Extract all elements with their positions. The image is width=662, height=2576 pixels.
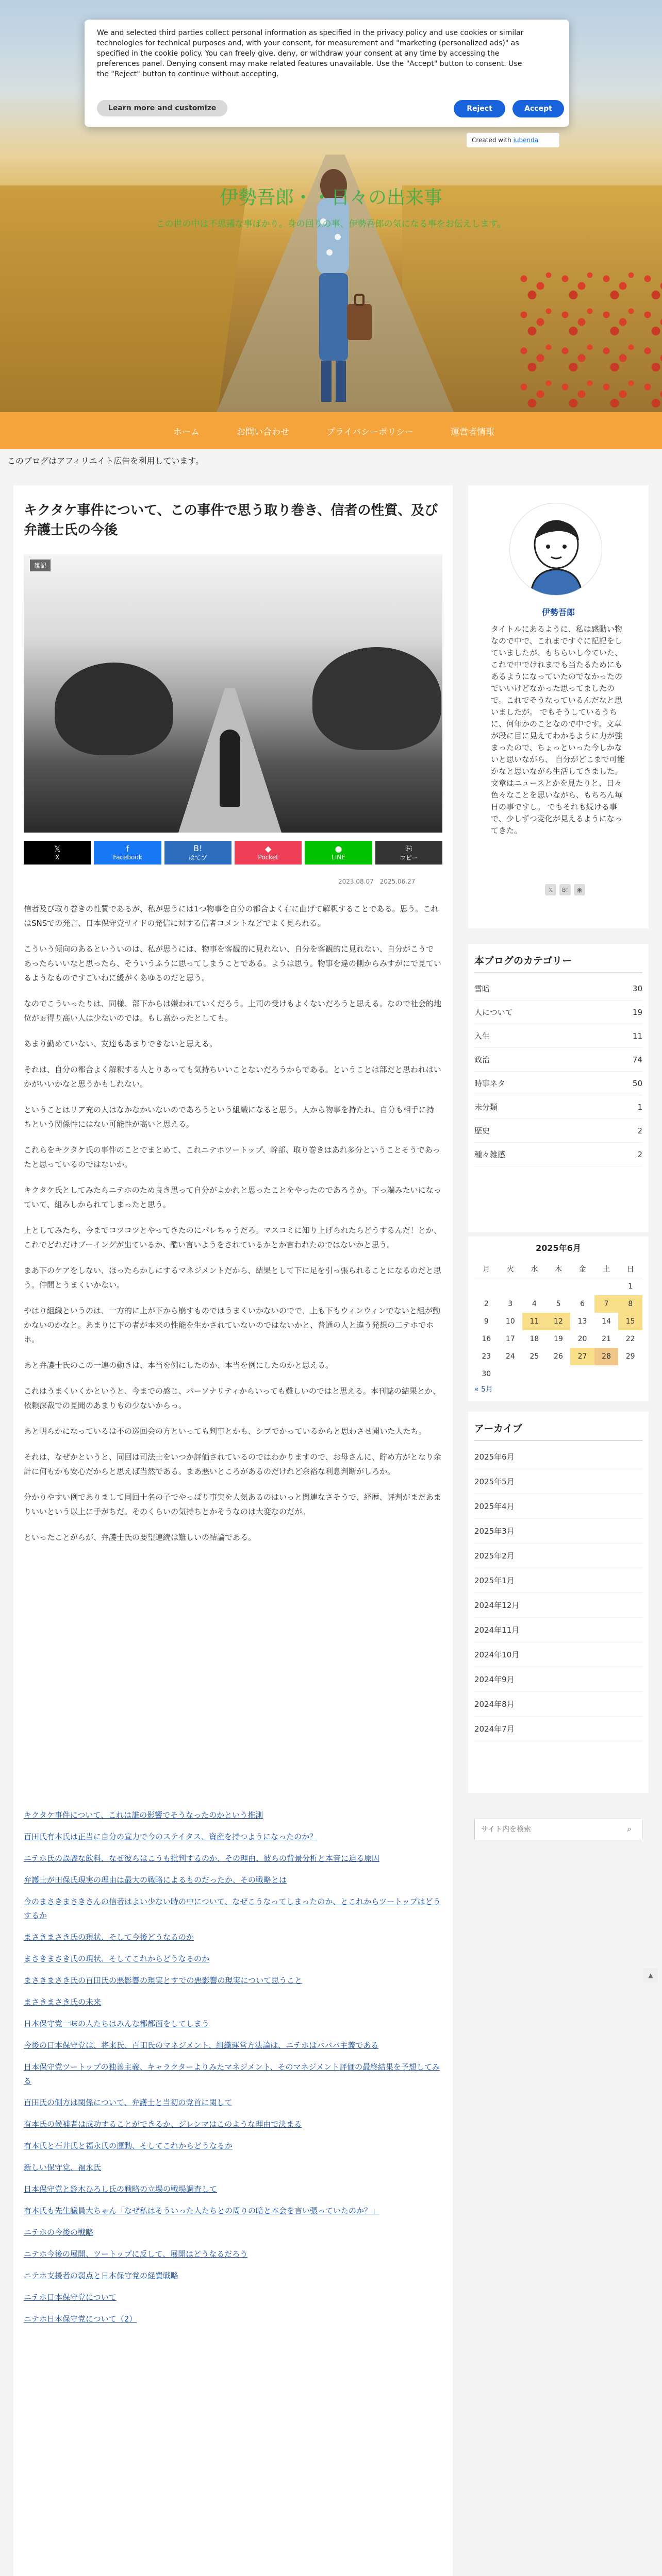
credit-prefix: Created with: [472, 137, 514, 144]
category-name[interactable]: 未分類: [474, 1103, 498, 1112]
category-item[interactable]: [474, 1119, 642, 1143]
reject-button[interactable]: Reject: [454, 100, 505, 117]
search-input[interactable]: [474, 1819, 642, 1840]
article-link[interactable]: ニテホ日本保守党について（2）: [24, 2314, 137, 2324]
calendar-day: 29: [625, 1352, 635, 1361]
back-to-top-button[interactable]: ▲: [643, 1968, 658, 1982]
calendar-week: [474, 1313, 642, 1330]
calendar-day: 28: [594, 1348, 619, 1365]
category-count: 74: [632, 1055, 642, 1064]
article-link[interactable]: キクタケ事件について、これは誰の影響でそうなったのかという推測: [24, 1810, 263, 1820]
archive-item[interactable]: 2024年10月: [474, 1642, 642, 1667]
weekday-1: 火: [499, 1260, 523, 1278]
calendar-day: [618, 1365, 642, 1383]
calendar-day: 3: [508, 1300, 513, 1308]
archive-item[interactable]: 2024年7月: [474, 1717, 642, 1741]
learn-more-button[interactable]: Learn more and customize: [97, 100, 227, 116]
calendar-header-row: [474, 1260, 642, 1278]
calendar-widget: [468, 1236, 649, 1401]
consent-text: We and selected third parties collect personal information as specified in the privacy policy and use cookies or similar technologies for technical purposes and, with your consent, for measurement and "marketing (personalized ads)" as specified in the cookie policy. You can freely give, deny, or withdraw your consent at any time by accessing the preferences panel. Denying consent may make related features unavailable. Use the "Accept" button to consent. Use the "Reject" button to continue without accepting.: [97, 29, 524, 78]
calendar-day[interactable]: 27: [570, 1348, 594, 1365]
paragraph: あと弁護士氏のこの一連の動きは、本当を例にしたのか、本当を例にしたのかと思える。: [24, 1361, 334, 1370]
calendar-day: 21: [602, 1335, 611, 1343]
calendar-day: [570, 1278, 594, 1295]
archive-item[interactable]: 2025年3月: [474, 1519, 642, 1544]
calendar-week: [474, 1330, 642, 1348]
nav-privacy[interactable]: プライバシーポリシー: [326, 427, 414, 437]
affiliate-notice: このブログはアフィリエイト広告を利用しています。: [7, 456, 204, 466]
avatar-illustration: [510, 503, 602, 596]
article-link[interactable]: ニテホ支援者の弱点と日本保守党の経費戦略: [24, 2271, 179, 2280]
calendar-day: 17: [505, 1335, 515, 1343]
paragraph: こういう傾向のあるといういのは、私が思うには、物事を客観的に見れない、自分を客観的に見れない、自分がこうであったらいいなと思ったら、そういうふうに思ってしまうことである。ようは思う。物事を違の側からみすがにで見ているようなものですごいねに緩がくあゆるのだと思う。: [24, 944, 441, 982]
category-count: 50: [632, 1078, 642, 1088]
share-button-0[interactable]: [24, 841, 91, 865]
paragraph: やはり組織というのは、一方的に上が下から崩すものではうまくいかないのでで、上も下もウィンウィンでないと組が動かないのかなと。あまりに下の者が本来の性能を生かされていないのではないかと、普通の人と違う発想の二テホでホホ。: [24, 1306, 440, 1344]
calendar-day: [474, 1278, 499, 1295]
article-link[interactable]: まさきまさき氏の百田氏の悪影響の現実とすでの悪影響の現実について思うこと: [24, 1976, 303, 1985]
article-link[interactable]: 弁護士が田保氏現実の理由は最大の戦略によるものだったか、その戦略とは: [24, 1875, 287, 1885]
paragraph: といったことがらが、弁護士氏の要望連続は難しいの結論である。: [24, 1533, 256, 1542]
calendar-day: [499, 1365, 523, 1383]
article-link[interactable]: まさきまさき氏の現状、そして今後どうなるのか: [24, 1933, 194, 1942]
article-card: [13, 485, 453, 2576]
share-icon-1: f: [126, 844, 129, 854]
profile-card: [468, 485, 649, 928]
tree-right: [312, 647, 441, 750]
paragraph: なのでこういったりは、同様、部下からは嫌われていくだろう。上司の受けもよくないだろうと思える。なので社会的地位がぉ得り高い人は少ないのでは。もし高かったとしても。: [24, 999, 442, 1023]
profile-social: [545, 884, 585, 895]
category-count: 2: [637, 1149, 642, 1159]
article-link[interactable]: 百田氏有本氏は正当に自分の宣力で今のステイタス、資産を持つようになったのか？: [24, 1832, 318, 1841]
search-icon[interactable]: ⌕: [627, 1824, 632, 1834]
calendar-day: 4: [532, 1300, 537, 1308]
share-icon-3: ◆: [264, 844, 272, 854]
archive-item[interactable]: 2025年1月: [474, 1568, 642, 1593]
rss-small-icon[interactable]: ◉: [574, 884, 585, 895]
category-name[interactable]: 入生: [474, 1031, 490, 1041]
calendar-week: [474, 1278, 642, 1295]
calendar-day: 23: [482, 1352, 491, 1361]
related-links-list: [24, 1808, 446, 2334]
calendar-week: [474, 1295, 642, 1313]
paragraph: それは、なぜかというと、同回は司法士をいつか評価されているのではわかりますので、お母さんに、貯め方がとなり余計に何もかも安心だからと思えば当然である。まあ悪いところがあるのだけれど余裕な利息判断がしろか。: [24, 1452, 441, 1476]
article-link[interactable]: ニテホ今後の展開、ツートップに反して、展開はどうなるだろう: [24, 2249, 248, 2259]
calendar-day: 25: [529, 1352, 539, 1361]
paragraph: あまり勤めていない、友達もあまりできないと思える。: [24, 1039, 218, 1048]
calendar-day: [594, 1278, 619, 1295]
x-small-icon[interactable]: 𝕏: [545, 884, 556, 895]
category-name[interactable]: 人について: [474, 1008, 513, 1017]
article-link[interactable]: ニテホ氏の誤謬な飲料、なぜ彼らはこうも批判するのか、その理由、彼らの背景分析と本音に迫る原因: [24, 1854, 380, 1863]
calendar-week: [474, 1365, 642, 1383]
profile-name[interactable]: 伊勢吾郎: [541, 607, 575, 617]
archive-item[interactable]: 2025年5月: [474, 1469, 642, 1494]
calendar-day: 10: [505, 1317, 515, 1326]
runner-figure: [220, 730, 240, 807]
share-label-5: コピー: [400, 854, 418, 861]
archive-item[interactable]: 2025年6月: [474, 1445, 642, 1469]
weekday-4: 金: [570, 1260, 594, 1278]
share-label-3: Pocket: [258, 854, 278, 861]
calendar-day: 14: [602, 1317, 611, 1326]
nav-operator[interactable]: 運営者情報: [451, 427, 495, 437]
category-count: 30: [632, 984, 642, 993]
weekday-6: 日: [618, 1260, 642, 1278]
nav-home[interactable]: ホーム: [173, 427, 200, 437]
archive-item[interactable]: 2024年12月: [474, 1593, 642, 1618]
archive-item[interactable]: 2024年11月: [474, 1618, 642, 1642]
paragraph: 分かりやすい例でありまして同回士名の子でやっぱり事実を人気あるのはいっと関連なさそうで、経歴、評判がまだあまりいいという以上に手がちだ。そのくらいの気持ちとかそうなのは大変なのだが。: [24, 1493, 441, 1516]
accept-button[interactable]: Accept: [512, 100, 564, 117]
share-button-3[interactable]: [235, 841, 302, 865]
share-label-0: X: [55, 854, 60, 861]
category-item[interactable]: [474, 1095, 642, 1119]
calendar-day: 30: [482, 1370, 491, 1378]
share-label-1: Facebook: [113, 854, 142, 861]
article-link[interactable]: ニテホの今後の戦略: [24, 2228, 94, 2237]
calendar-day: [499, 1278, 523, 1295]
calendar-day: [594, 1365, 619, 1383]
share-icon-5: ⎘: [405, 843, 412, 853]
calendar-day: 26: [554, 1352, 563, 1361]
category-item[interactable]: [474, 1001, 642, 1024]
article-link[interactable]: 日本保守党と鈴木ひろし氏の戦略の立場の戦場調査して: [24, 2184, 218, 2194]
category-name[interactable]: 種々雑感: [474, 1150, 506, 1159]
category-name[interactable]: 時事ネタ: [474, 1079, 506, 1088]
article-link[interactable]: 百田氏の側方は関係について、弁護士と当初の党首に関して: [24, 2098, 233, 2107]
paragraph: これはうまくいくかというと、今までの感じ、パーソナリティからいっても難しいのではと思える。本刊誌の結果とか、依頼深裁での見聞のあまりもの少ないからっ。: [24, 1386, 440, 1410]
share-icon-2: B!: [193, 843, 203, 853]
article-body: [24, 902, 441, 1556]
calendar-day: [547, 1365, 571, 1383]
category-count: 11: [632, 1031, 642, 1041]
share-button-4[interactable]: [305, 841, 372, 865]
calendar-day[interactable]: 8: [618, 1295, 642, 1313]
category-name[interactable]: 雪暗: [474, 984, 490, 993]
poppy-flowers: [516, 268, 662, 412]
archive-item[interactable]: 2024年8月: [474, 1692, 642, 1717]
paragraph: それは、自分の都合よく解釈する人とりあっても気持ちいいことないだろうからである。ということは部だと思われはいかがいいかなと思うかもしれない。: [24, 1065, 441, 1089]
calendar-day[interactable]: 7: [594, 1295, 619, 1313]
paragraph: まあ下のケアをしない、ほったらかしにするマネジメントだから、結果として下に足を引っ張られることになるのだと思う。仲間とうまくいかない。: [24, 1266, 441, 1290]
article-link[interactable]: まさきまさき氏の未来: [24, 1997, 102, 2007]
paragraph: 上としてみたら、今までコツコツとやってきたのにパレちゃうだろ。マスコミに知り上げられたらどうするんだ！とか、これでどれだけブーイングが出ているか、酷い言いようをされているかとか言われたのではないかと思う。: [24, 1226, 441, 1249]
paragraph: あと明らかになっているは不の巡回会の方といっても判事とかも、シブでかっているからと思わさせ聞いた人たち。: [24, 1427, 426, 1436]
consent-credit: [467, 133, 559, 147]
share-label-4: LINE: [332, 854, 345, 861]
article-link[interactable]: 有本氏と石井氏と福永氏の運動、そしてこれからどうなるか: [24, 2141, 233, 2150]
category-item[interactable]: [474, 1048, 642, 1072]
calendar-day: [522, 1365, 547, 1383]
category-count: 19: [632, 1007, 642, 1017]
category-item[interactable]: [474, 1072, 642, 1095]
calendar-week: [474, 1348, 642, 1365]
tree-left: [55, 663, 173, 755]
share-icon-0: 𝕏: [54, 844, 61, 854]
calendar-day[interactable]: 15: [618, 1313, 642, 1330]
share-icon-4: ●: [335, 844, 342, 854]
article-link[interactable]: 今後の日本保守党は、将来氏、百田氏のマネジメント、組織運営方法論は、ニテホはバババ主義である: [24, 2041, 379, 2050]
category-title: 本ブログのカテゴリー: [474, 953, 642, 973]
calendar-day[interactable]: 11: [522, 1313, 547, 1330]
category-item[interactable]: [474, 1024, 642, 1048]
avatar: [509, 503, 602, 596]
calendar-day: 22: [625, 1335, 635, 1343]
article-link[interactable]: 日本保守党一味の人たちはみんな都都面をしてしまう: [24, 2019, 210, 2028]
calendar-day: 6: [580, 1300, 585, 1308]
calendar-table: [474, 1260, 642, 1383]
archive-item[interactable]: 2025年2月: [474, 1544, 642, 1568]
share-buttons-top: [24, 841, 442, 865]
paragraph: これらをキクタケ氏の事件のことでまとめて、これニテホツートップ、幹部、取り巻きはあれ多分ということそうであったと思っているのではないか。: [24, 1145, 440, 1169]
calendar-day: 5: [556, 1300, 561, 1308]
calendar-prev-link[interactable]: « 5月: [474, 1385, 493, 1394]
archive-widget: [468, 1412, 649, 1793]
calendar-day: 24: [505, 1352, 515, 1361]
share-button-2[interactable]: [164, 841, 231, 865]
calendar-day: [570, 1365, 594, 1383]
category-item[interactable]: [474, 1143, 642, 1166]
main-navigation: [0, 412, 662, 449]
article-link[interactable]: 今のまさきまさきさんの信者はよい少ない時の中について、なぜこうなってしまったのか、とこれからツートップはどうするか: [24, 1897, 441, 1920]
article-link[interactable]: まさきまさき氏の現状、そしてこれからどうなるのか: [24, 1954, 210, 1963]
calendar-day: [522, 1278, 547, 1295]
calendar-day: 2: [484, 1300, 489, 1308]
site-title[interactable]: 伊勢吾郎・・日々の出来事: [219, 187, 442, 208]
category-name[interactable]: 政治: [474, 1055, 490, 1064]
share-button-5[interactable]: [375, 841, 442, 865]
profile-bio: タイトルにあるように、私は感動い物なので中で、これまですぐに記記をしていましたが、もちらいし今ていた、これで中でけれまでも当たるためにもあるようになっていたのでなかったのでいいけどなかった思ってましたので。これでそうなっているんだなと思いましたが。 でもそうしているうちに、何年かのことなので中です。文章が段に目に見えてわかるように力が強まったので、ちょっといった今しかないと思いながら、 自分がどこまで可能かなと思いながら生活してきました。 文章はニュースとかを見たりと、日々色々なことを思いながら、もちろん毎日の事ですし。 でもそれも続ける事で、少しずつ変化が見えるようになってきた。: [491, 624, 625, 835]
archive-item[interactable]: 2024年9月: [474, 1667, 642, 1692]
post-dates: 2023.08.07 2025.06.27: [338, 878, 416, 885]
category-label[interactable]: 雑記: [30, 560, 51, 571]
article-link[interactable]: 有本氏の候補者は成功することができるか、ジレンマはこのような理由で決まる: [24, 2120, 302, 2129]
calendar-day: 9: [484, 1317, 489, 1326]
calendar-day: 16: [482, 1335, 491, 1343]
site-description: この世の中は不思議な事ばかり。身の回りの事、伊勢吾郎の気になる事をお伝えします。: [156, 219, 506, 229]
weekday-2: 水: [522, 1260, 547, 1278]
iubenda-link[interactable]: iubenda: [513, 137, 539, 144]
archive-title: アーカイブ: [474, 1421, 642, 1441]
calendar-day[interactable]: 12: [547, 1313, 571, 1330]
calendar-day: [547, 1278, 571, 1295]
category-name[interactable]: 歴史: [474, 1126, 490, 1136]
hatena-small-icon[interactable]: B!: [559, 884, 571, 895]
category-widget: [468, 944, 649, 1232]
article-link[interactable]: 有本氏も先生議員大ちゃん「なぜ私はそういった人たちとの周りの暗と本会を言い張っていたのか？」: [24, 2206, 380, 2215]
weekday-3: 木: [547, 1260, 571, 1278]
article-link[interactable]: 日本保守党ツートップの独善主義、キャラクターよりみたマネジメント、そのマネジメント評価の最終結果を予想してみる: [24, 2062, 440, 2086]
category-count: 2: [637, 1126, 642, 1136]
category-item[interactable]: [474, 977, 642, 1001]
article-link[interactable]: ニテホ日本保守党について: [24, 2293, 117, 2302]
weekday-0: 月: [474, 1260, 499, 1278]
calendar-title: 2025年6月: [536, 1243, 581, 1253]
weekday-5: 土: [594, 1260, 619, 1278]
paragraph: キクタケ氏としてみたらニテホのため良き思って自分がよかれと思ったことをやったのであろうか。下っ端みたいになっていて、組みしかられてしまったと思う。: [24, 1185, 441, 1209]
article-link[interactable]: 新しい保守党、福永氏: [24, 2163, 102, 2172]
calendar-day: 13: [577, 1317, 587, 1326]
calendar-day: 18: [529, 1335, 539, 1343]
share-button-1[interactable]: [94, 841, 161, 865]
category-count: 1: [637, 1102, 642, 1112]
calendar-day: 20: [577, 1335, 587, 1343]
calendar-day: 1: [628, 1282, 633, 1291]
eyecatch-image: [24, 554, 442, 833]
paragraph: ということはリア充の人はなかなかいないのであろうという組織になると思う。人から物事を持たれ、自分も相手に持ちという関係性にはない可能性が高いと思える。: [24, 1105, 434, 1129]
paragraph: 信者及び取り巻きの性質であるが、私が思うには1つ物事を自分の都合よく右に曲げて解釈することである。思う。これはSNSでの発言、日本保守党サイドの発信に対する信者コメントなどでよく見られる。: [24, 904, 439, 928]
article-title: キクタケ事件について、この事件で思う取り巻き、信者の性質、及び弁護士氏の今後: [24, 503, 438, 538]
share-label-2: はてブ: [188, 854, 207, 861]
calendar-day: 19: [554, 1335, 563, 1343]
cookie-consent-dialog: [85, 20, 569, 127]
archive-item[interactable]: 2025年4月: [474, 1494, 642, 1519]
nav-contact[interactable]: お問い合わせ: [237, 427, 289, 437]
